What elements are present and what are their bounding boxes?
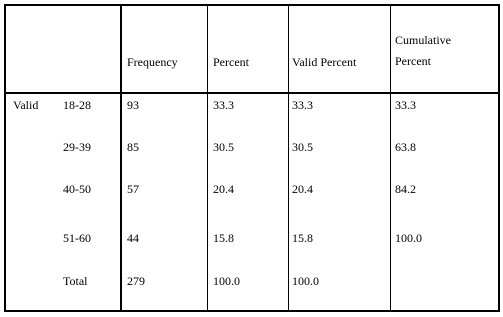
cell-cumulative: 33.3 (395, 98, 416, 112)
cell-valid-percent: 30.5 (292, 140, 313, 154)
cell-cumulative: 84.2 (395, 182, 416, 196)
header-cumulative-percent (395, 30, 451, 72)
header-valid-percent: Valid Percent (292, 55, 357, 69)
cell-percent: 15.8 (213, 231, 234, 245)
cell-percent: 30.5 (213, 140, 234, 154)
cell-valid-percent: 20.4 (292, 182, 313, 196)
column-divider (390, 6, 391, 310)
cell-percent: 33.3 (213, 98, 234, 112)
cell-percent: 100.0 (213, 274, 240, 288)
cell-frequency: 57 (127, 182, 139, 196)
row-label: 40-50 (63, 182, 91, 196)
cell-cumulative: 100.0 (395, 231, 422, 245)
cell-valid-percent: 15.8 (292, 231, 313, 245)
row-header-divider (120, 6, 122, 310)
header-cumulative-line2: Percent (395, 54, 431, 68)
row-label: 51-60 (63, 231, 91, 245)
cell-frequency: 279 (127, 274, 145, 288)
row-label: 29-39 (63, 140, 91, 154)
column-divider (288, 6, 289, 310)
cell-valid-percent: 33.3 (292, 98, 313, 112)
group-label-valid: Valid (13, 98, 39, 112)
header-percent: Percent (213, 55, 249, 69)
header-divider (6, 92, 498, 94)
cell-valid-percent: 100.0 (292, 274, 319, 288)
header-frequency: Frequency (127, 55, 178, 69)
cell-frequency: 44 (127, 231, 139, 245)
cell-percent: 20.4 (213, 182, 234, 196)
cell-frequency: 93 (127, 98, 139, 112)
row-label-total: Total (63, 274, 88, 288)
cell-frequency: 85 (127, 140, 139, 154)
frequency-table (4, 4, 500, 312)
column-divider (207, 6, 208, 310)
cell-cumulative: 63.8 (395, 140, 416, 154)
header-cumulative-line1: Cumulative (395, 33, 451, 47)
row-label: 18-28 (63, 98, 91, 112)
